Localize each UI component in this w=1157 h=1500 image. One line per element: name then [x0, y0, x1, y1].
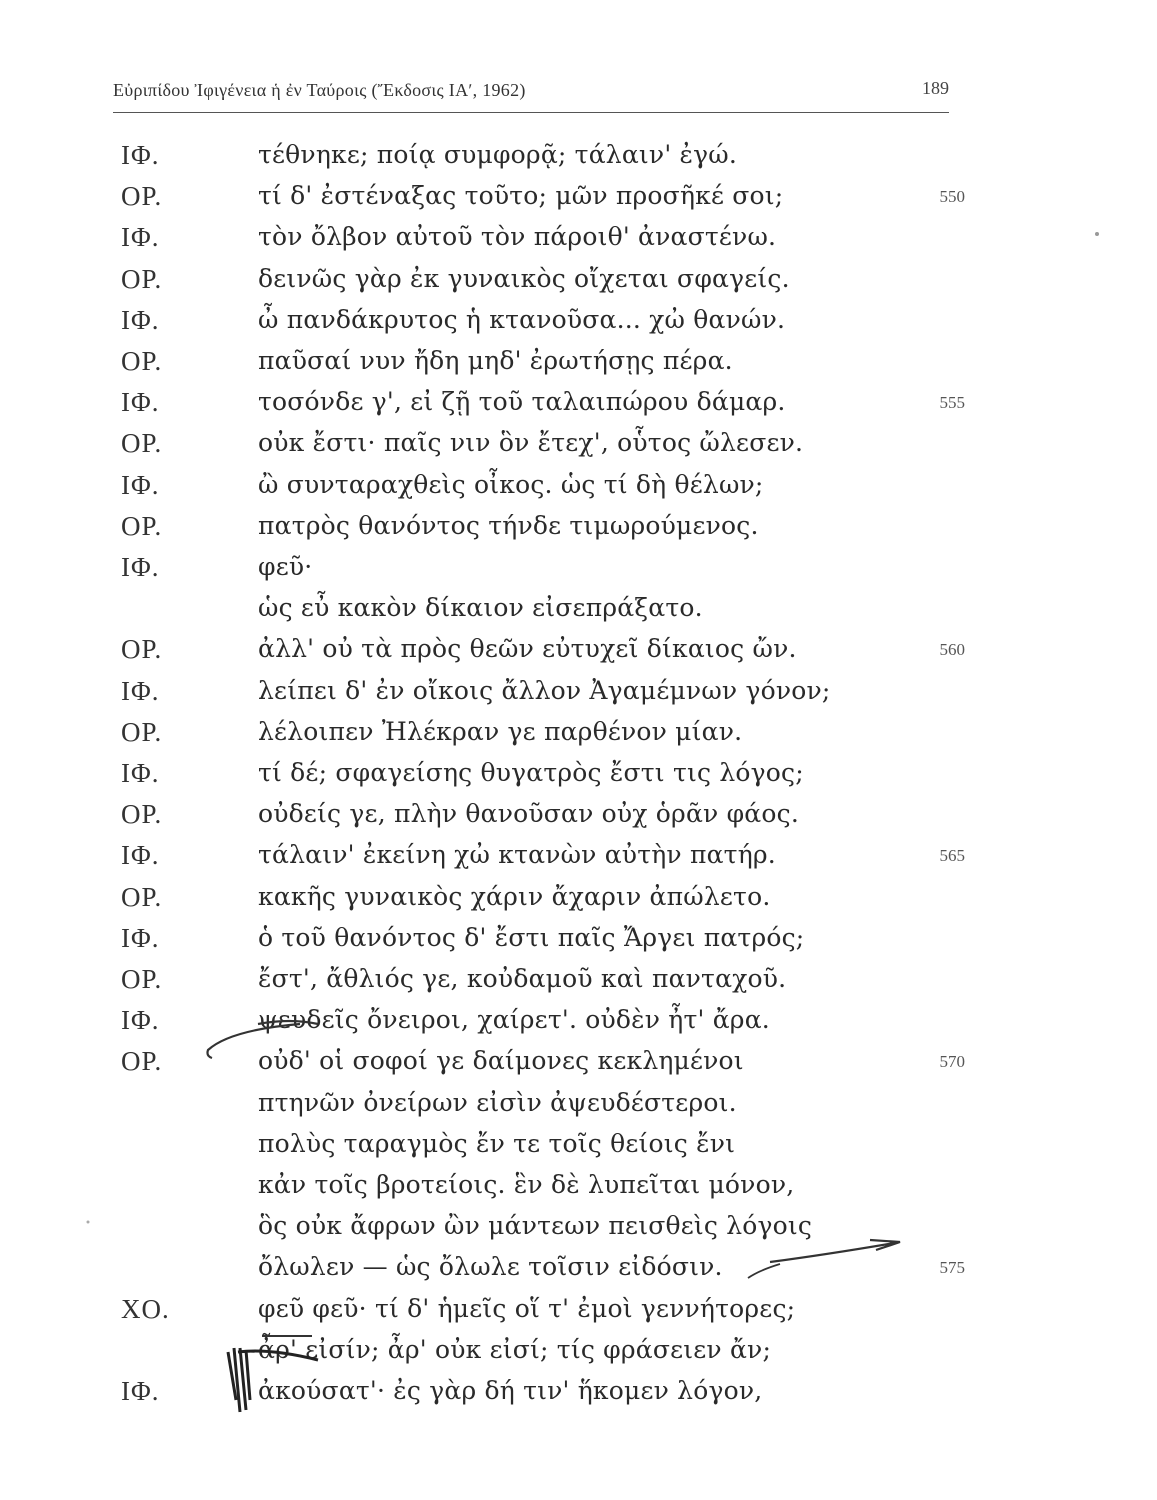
verse-text: ὄλωλεν — ὡς ὄλωλε τοῖσιν εἰδόσιν. [258, 1252, 723, 1282]
speaker-label: ΙΦ. [121, 469, 160, 500]
speaker-label: ΙΦ. [121, 140, 160, 170]
verse-line [0, 758, 1157, 798]
verse-line [0, 428, 1157, 468]
verse-text: ὃς οὐκ ἄφρων ὢν μάντεων πεισθεὶς λόγοις [258, 1211, 813, 1241]
verse-text: πατρὸς θανόντος τήνδε τιμωρούμενος. [258, 510, 759, 540]
verse-text: ὡς εὖ κακὸν δίκαιον εἰσεπράξατο. [258, 593, 703, 623]
verse-text: τάλαιν' ἐκείνη χὠ κτανὼν αὐτὴν πατήρ. [258, 840, 776, 870]
speaker-label: ΙΦ. [121, 1376, 160, 1406]
verse-line [0, 305, 1157, 345]
verse-text: φεῦ φεῦ· τί δ' ἡμεῖς οἵ τ' ἐμοὶ γεννήτορες; [258, 1293, 796, 1323]
verse-text: ἆρ' εἰσίν; ἆρ' οὐκ εἰσί; τίς φράσειεν ἄν; [258, 1334, 772, 1364]
verse-line [0, 181, 1157, 221]
speaker-label: ΟΡ. [121, 964, 163, 994]
verse-line [0, 1046, 1157, 1086]
speaker-label: ΙΦ. [121, 1005, 160, 1036]
verse-text: οὐδ' οἱ σοφοί γε δαίμονες κεκλημένοι [258, 1046, 744, 1076]
line-number: 575 [939, 1258, 965, 1278]
verse-line [0, 1335, 1157, 1375]
verse-text: ἀκούσατ'· ἐς γὰρ δή τιν' ἥκομεν λόγον, [258, 1376, 763, 1405]
verse-line [0, 511, 1157, 551]
speaker-label: ΙΦ. [121, 675, 160, 706]
speaker-label: ΟΡ. [121, 346, 163, 376]
speaker-label: ΙΦ. [121, 387, 160, 418]
verse-line [0, 1129, 1157, 1169]
speaker-label: ΟΡ. [121, 263, 163, 294]
speaker-label: ΟΡ. [121, 881, 163, 912]
running-header [113, 78, 949, 113]
verse-text: φεῦ· [258, 552, 313, 581]
verse-line [0, 882, 1157, 922]
verse-text: ὁ τοῦ θανόντος δ' ἔστι παῖς Ἄργει πατρός; [258, 922, 805, 952]
line-number: 565 [939, 846, 965, 866]
verse-line [0, 264, 1157, 304]
verse-line [0, 634, 1157, 674]
verse-line [0, 1005, 1157, 1045]
verse-line [0, 1376, 1157, 1416]
verse-line [0, 840, 1157, 880]
speaker-label: ΟΡ. [121, 799, 163, 830]
verse-text: ὢ συνταραχθεὶς οἶκος. ὡς τί δὴ θέλων; [258, 469, 764, 499]
verse-text: κἀν τοῖς βροτείοις. ἓν δὲ λυπεῖται μόνον, [258, 1170, 795, 1199]
header-title: Εὐριπίδου Ἰφιγένεια ἡ ἐν Ταύροις (Ἔκδοσις ΙΑʹ, 1962) [113, 80, 526, 100]
speaker-label: ΟΡ. [121, 634, 163, 665]
verse-line [0, 140, 1157, 180]
verse-text: τί δ' ἐστέναξας τοῦτο; μῶν προσῆκέ σοι; [258, 181, 784, 211]
speaker-label: ΧΟ. [121, 1293, 170, 1324]
line-number: 570 [939, 1052, 965, 1072]
speaker-label: ΙΦ. [121, 222, 160, 253]
line-number: 555 [939, 393, 965, 413]
verse-text: τέθνηκε; ποίᾳ συμφορᾷ; τάλαιν' ἐγώ. [258, 140, 738, 169]
verse-text: οὐδείς γε, πλὴν θανοῦσαν οὐχ ὁρᾶν φάος. [258, 799, 799, 829]
verse-line [0, 387, 1157, 427]
verse-text: λείπει δ' ἐν οἴκοις ἄλλον Ἀγαμέμνων γόνον; [258, 675, 831, 705]
verse-text: πολὺς ταραγμὸς ἔν τε τοῖς θείοις ἔνι [258, 1128, 736, 1158]
verse-text: παῦσαί νυν ἤδη μηδ' ἐρωτήσῃς πέρα. [258, 346, 733, 375]
verse-text: ψευδεῖς ὄνειροι, χαίρετ'. οὐδὲν ἦτ' ἄρα. [258, 1005, 770, 1035]
verse-text: κακῆς γυναικὸς χάριν ἄχαριν ἀπώλετο. [258, 881, 771, 911]
verse-line [0, 593, 1157, 633]
verse-text: ἀλλ' οὐ τὰ πρὸς θεῶν εὐτυχεῖ δίκαιος ὤν. [258, 634, 797, 664]
verse-line [0, 1088, 1157, 1128]
verse-line [0, 346, 1157, 386]
verse-text: οὐκ ἔστι· παῖς νιν ὃν ἔτεχ', οὗτος ὤλεσεν. [258, 428, 804, 458]
verse-text: τί δέ; σφαγείσης θυγατρὸς ἔστι τις λόγος; [258, 758, 804, 787]
verse-line [0, 552, 1157, 592]
speaker-label: ΙΦ. [121, 552, 160, 582]
verse-line [0, 222, 1157, 262]
verse-text: ὦ πανδάκρυτος ἡ κτανοῦσα... χὠ θανών. [258, 304, 786, 334]
line-number: 560 [939, 640, 965, 660]
verse-text: τοσόνδε γ', εἰ ζῇ τοῦ ταλαιπώρου δάμαρ. [258, 387, 786, 417]
page-number: 189 [922, 78, 949, 98]
verse-line [0, 923, 1157, 963]
speaker-label: ΙΦ. [121, 758, 160, 788]
verse-line [0, 470, 1157, 510]
verse-text: λέλοιπεν Ἠλέκραν γε παρθένον μίαν. [258, 716, 743, 746]
verse-text: δεινῶς γὰρ ἐκ γυναικὸς οἴχεται σφαγείς. [258, 263, 790, 293]
speaker-label: ΙΦ. [121, 922, 160, 953]
verse-line [0, 799, 1157, 839]
verse-line [0, 964, 1157, 1004]
verse-line [0, 676, 1157, 716]
line-number: 550 [939, 187, 965, 207]
speaker-label: ΟΡ. [121, 428, 163, 459]
verse-text: πτηνῶν ὀνείρων εἰσὶν ἀψευδέστεροι. [258, 1087, 737, 1117]
verse-line [0, 1211, 1157, 1251]
verse-line [0, 1294, 1157, 1334]
verse-text: ἔστ', ἄθλιός γε, κοὐδαμοῦ καὶ πανταχοῦ. [258, 964, 787, 993]
speaker-label: ΟΡ. [121, 181, 163, 212]
verse-text: τὸν ὄλβον αὐτοῦ τὸν πάροιθ' ἀναστένω. [258, 222, 777, 252]
verse-line [0, 717, 1157, 757]
speaker-label: ΙΦ. [121, 304, 160, 335]
verse-line [0, 1252, 1157, 1292]
speaker-label: ΟΡ. [121, 1046, 163, 1077]
verse-line [0, 1170, 1157, 1210]
speaker-label: ΟΡ. [121, 716, 163, 747]
speaker-label: ΙΦ. [121, 840, 160, 871]
speaker-label: ΟΡ. [121, 510, 163, 541]
